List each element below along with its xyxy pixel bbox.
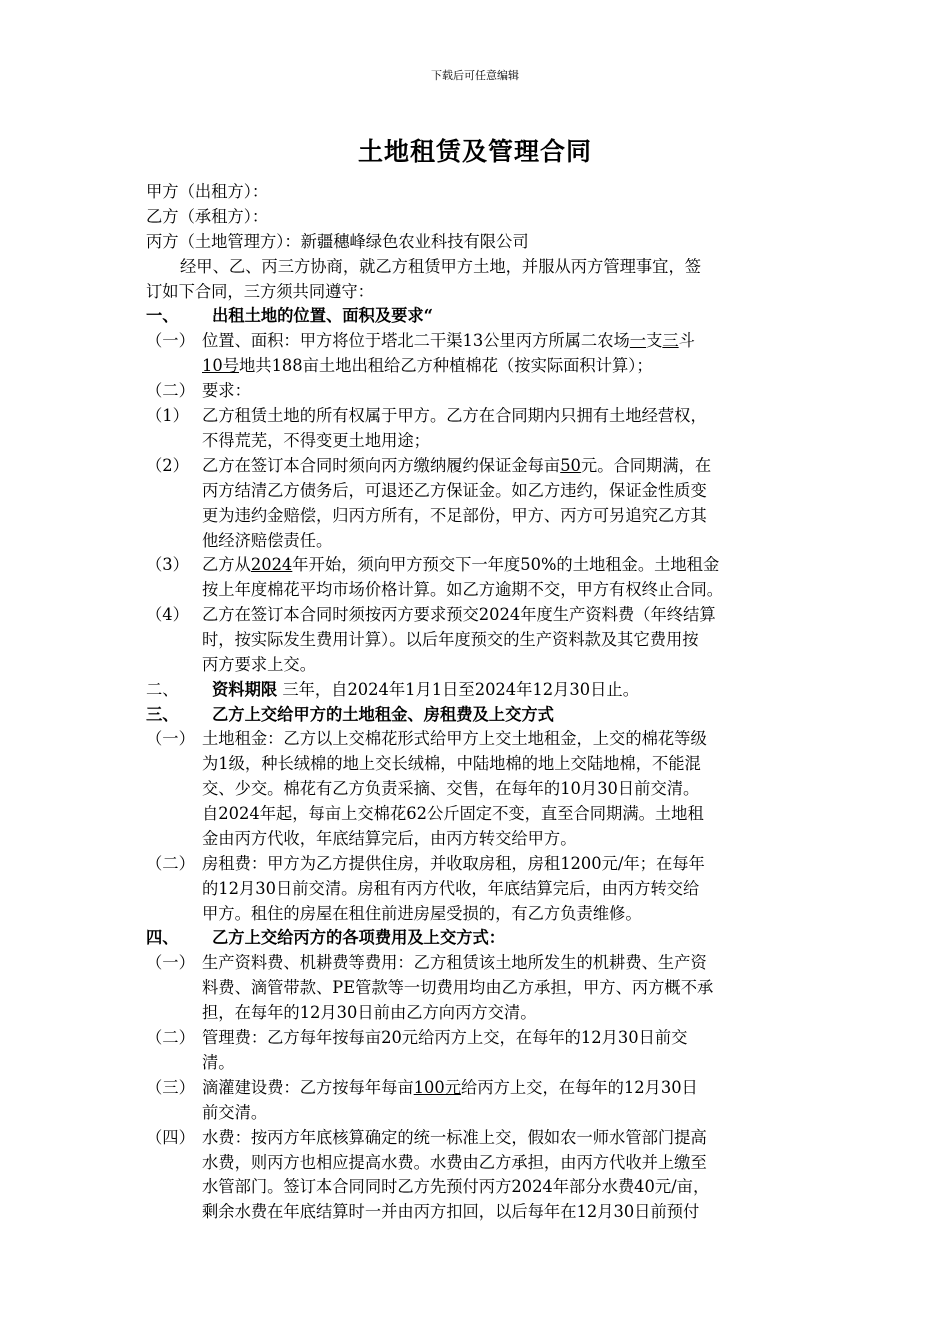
page-title: 土地租赁及管理合同: [357, 137, 592, 166]
section-number: 一、: [146, 306, 179, 325]
clause-line: 为1级，种长绒棉的地上交长绒棉，中陆地棉的地上交陆地棉，不能混: [202, 754, 701, 773]
clause-line: 甲方。租住的房屋在租住前进房屋受损的，有乙方负责维修。: [202, 904, 642, 923]
preamble-line: 订如下合同，三方须共同遵守：: [146, 282, 374, 301]
clause-number: （二）: [146, 1028, 195, 1047]
section-heading: [146, 701, 806, 725]
clause-line: 的12月30日前交清。房租有丙方代收，年底结算完后，由丙方转交给: [202, 879, 700, 898]
clause-line: （二） 要求：: [146, 377, 806, 401]
clause-line: （一） 位置、面积：甲方将位于塔北二干渠13公里丙方所属二农场一支三斗: [146, 327, 806, 351]
section-title: 乙方上交给甲方的土地租金、房租费及上交方式: [212, 705, 554, 724]
clause-line: 水管部门。签订本合同同时乙方先预付丙方2024年部分水费40元/亩，: [202, 1177, 710, 1196]
clause-number: （2）: [146, 456, 189, 475]
section-number: 二、: [146, 680, 179, 699]
party-c-line: 丙方（土地管理方）：新疆穗峰绿色农业科技有限公司: [146, 232, 529, 251]
clause-line: 交、少交。棉花有乙方负责采摘、交售，在每年的10月30日前交清。: [202, 779, 700, 798]
party-a-line: 甲方（出租方）：: [146, 182, 269, 201]
page-header: 下载后可任意编辑: [431, 69, 519, 82]
clause-line: 清。: [202, 1053, 235, 1072]
clause-number: （二）: [146, 854, 195, 873]
section-title: 出租土地的位置、面积及要求“: [212, 306, 434, 325]
clause-number: （四）: [146, 1128, 195, 1147]
clause-line: 料费、滴管带款、PE管款等一切费用均由乙方承担，甲方、丙方概不承: [202, 978, 714, 997]
clause-line: 丙方要求上交。: [202, 655, 316, 674]
clause-line: 丙方结清乙方债务后，可退还乙方保证金。如乙方违约，保证金性质变: [202, 481, 707, 500]
clause-number: （3）: [146, 555, 189, 574]
clause-line: 水费，则丙方也相应提高水费。水费由乙方承担，由丙方代收并上缴至: [202, 1153, 707, 1172]
clause-line: （2） 乙方在签订本合同时须向丙方缴纳履约保证金每亩50元。合同期满，在: [146, 452, 806, 476]
clause-line: 按上年度棉花平均市场价格计算。如乙方逾期不交，甲方有权终止合同。: [202, 580, 724, 599]
clause-line: 金由丙方代收，年底结算完后，由丙方转交给甲方。: [202, 829, 577, 848]
underlined-value: 三: [662, 331, 679, 350]
underlined-value: 10号: [202, 356, 239, 375]
section-title: 资料期限: [212, 680, 278, 699]
clause-line: （一） 土地租金：乙方以上交棉花形式给甲方上交土地租金，上交的棉花等级: [146, 725, 806, 749]
section-title: 乙方上交给丙方的各项费用及上交方式：: [212, 928, 506, 947]
clause-number: （一）: [146, 331, 195, 350]
preamble-line: 经甲、乙、丙三方协商，就乙方租赁甲方土地，并服从丙方管理事宜，签: [180, 257, 702, 276]
clause-line: 他经济赔偿责任。: [202, 531, 333, 550]
clause-line: （3） 乙方从2024年开始，须向甲方预交下一年度50%的土地租金。土地租金: [146, 551, 806, 575]
clause-line: 担，在每年的12月30日前由乙方向丙方交清。: [202, 1003, 537, 1022]
clause-line: （二） 管理费：乙方每年按每亩20元给丙方上交，在每年的12月30日前交: [146, 1024, 806, 1048]
clause-line: 自2024年起，每亩上交棉花62公斤固定不变，直至合同期满。土地租: [202, 804, 704, 823]
clause-number: （一）: [146, 729, 195, 748]
clause-line: （一） 生产资料费、机耕费等费用：乙方租赁该土地所发生的机耕费、生产资: [146, 949, 806, 973]
clause-line: 剩余水费在年底结算时一并由丙方扣回，以后每年在12月30日前预付: [202, 1202, 700, 1221]
clause-line: （四） 水费：按丙方年底核算确定的统一标准上交，假如农一师水管部门提高: [146, 1124, 806, 1148]
underlined-value: 100元: [413, 1078, 462, 1097]
clause-line: （1） 乙方租赁土地的所有权属于甲方。乙方在合同期内只拥有土地经营权，: [146, 402, 806, 426]
clause-number: （一）: [146, 953, 195, 972]
clause-line: 不得荒芜，不得变更土地用途；: [202, 431, 430, 450]
clause-line: （三） 滴灌建设费：乙方按每年每亩100元给丙方上交，在每年的12月30日: [146, 1074, 806, 1098]
clause-line: 前交清。: [202, 1103, 268, 1122]
section-number: 四、: [146, 928, 179, 947]
underlined-value: 2024: [250, 555, 293, 574]
underlined-value: 50: [560, 456, 581, 475]
party-b-line: 乙方（承租方）：: [146, 207, 269, 226]
underlined-value: 一: [629, 331, 647, 350]
clause-number: （二）: [146, 381, 195, 400]
section-heading: 二、 资料期限 三年，自2024年1月1日至2024年12月30日止。: [146, 676, 806, 700]
clause-number: （4）: [146, 605, 189, 624]
section-heading: [146, 924, 806, 948]
clause-number: （三）: [146, 1078, 195, 1097]
clause-line: 更为违约金赔偿，归丙方所有，不足部份，甲方、丙方可另追究乙方其: [202, 506, 707, 525]
clause-line: 时，按实际发生费用计算）。以后年度预交的生产资料款及其它费用按: [202, 630, 699, 649]
section-heading: [146, 302, 806, 326]
clause-line: 10号地共188亩土地出租给乙方种植棉花（按实际面积计算）；: [202, 356, 653, 375]
clause-line: （二） 房租费：甲方为乙方提供住房，并收取房租，房租1200元/年；在每年: [146, 850, 806, 874]
clause-number: （1）: [146, 406, 189, 425]
clause-line: （4） 乙方在签订本合同时须按丙方要求预交2024年度生产资料费（年终结算: [146, 601, 806, 625]
section-number: 三、: [146, 705, 179, 724]
